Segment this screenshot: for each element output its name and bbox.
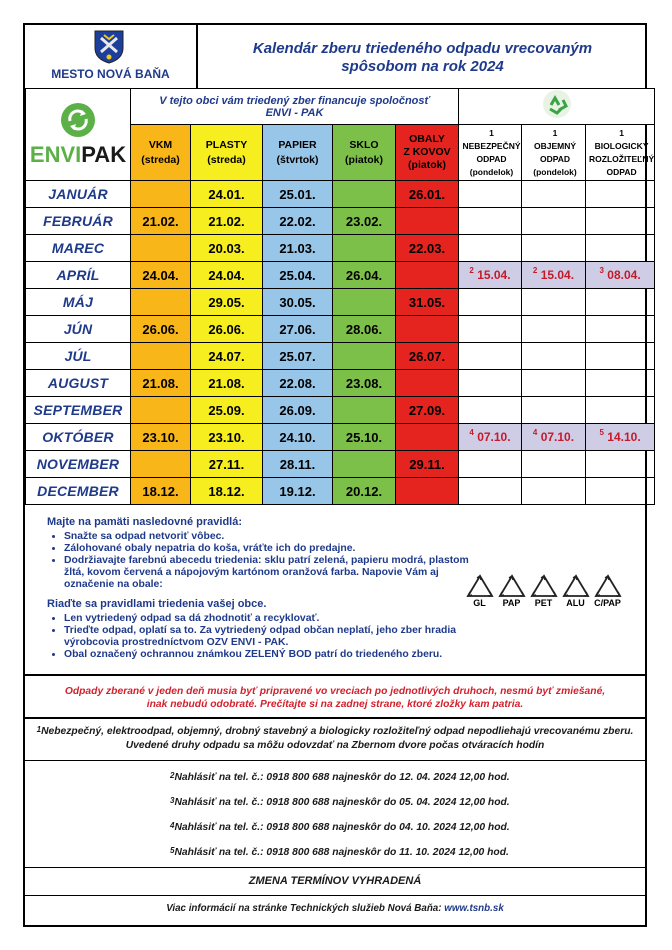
special-collection-cell: [522, 424, 586, 451]
month-row: [26, 208, 655, 235]
obaly-date: 29.11.: [396, 451, 459, 478]
special-collection-cell: [586, 370, 655, 397]
sponsor-line-2: ENVI - PAK: [265, 106, 324, 119]
recycling-code: [465, 574, 494, 608]
special-collection-cell: [522, 343, 586, 370]
vkm-date: 21.08.: [131, 370, 191, 397]
divider-3: [23, 760, 647, 761]
special-collection-cell: [522, 316, 586, 343]
special-collection-cell: [522, 478, 586, 505]
sklo-date: [333, 181, 396, 208]
month-name: JANUÁR: [26, 181, 131, 208]
page-title: [198, 40, 647, 76]
recycling-code-label: PAP: [502, 598, 521, 608]
special-collection-cell: [586, 235, 655, 262]
title-line-1: Kalendár zberu triedeného odpadu vrecovaným: [252, 40, 593, 57]
month-row: [26, 289, 655, 316]
month-name: OKTÓBER: [26, 424, 131, 451]
recycling-code: [593, 574, 622, 608]
divider-1: [23, 674, 647, 676]
website-link[interactable]: www.tsnb.sk: [444, 903, 504, 914]
sponsor-cell: [131, 89, 459, 125]
month-name: MAREC: [26, 235, 131, 262]
papier-date: 24.10.: [263, 424, 333, 451]
footnote-item: $^4$Nahlásiť na tel. č.: 0918 800 688 najneskôr do 04. 10. 2024 12,00 hod.: [170, 821, 510, 833]
plasty-date: 24.07.: [191, 343, 263, 370]
special-collection-cell: [586, 397, 655, 424]
divider-5: [23, 895, 647, 896]
recycle-triangle-icon: [530, 574, 558, 598]
recycle-triangle-icon: [562, 574, 590, 598]
special-collection-cell: [586, 424, 655, 451]
special-collection-cell: [459, 262, 522, 289]
papier-date: 30.05.: [263, 289, 333, 316]
plasty-date: 20.03.: [191, 235, 263, 262]
month-name: APRÍL: [26, 262, 131, 289]
col-header-nebezpecny: 1 NEBEZPEČNÝ ODPAD (pondelok): [459, 125, 522, 181]
papier-date: 25.07.: [263, 343, 333, 370]
special-date: 14.10.: [607, 430, 641, 444]
month-row: [26, 235, 655, 262]
recycling-code-label: C/PAP: [594, 598, 621, 608]
footnote-mark: 4: [469, 428, 474, 437]
obaly-date: [396, 262, 459, 289]
plasty-date: 29.05.: [191, 289, 263, 316]
special-collection-cell: [522, 181, 586, 208]
plasty-date: 24.01.: [191, 181, 263, 208]
footnote-list: [170, 765, 640, 865]
title-line-2: spôsobom na rok 2024: [341, 58, 504, 75]
recycle-triangle-icon: [594, 574, 622, 598]
envipak-recycle-icon: [60, 102, 96, 138]
special-collection-cell: [459, 478, 522, 505]
month-row: [26, 343, 655, 370]
plasty-date: 27.11.: [191, 451, 263, 478]
month-row: [26, 451, 655, 478]
papier-date: 25.04.: [263, 262, 333, 289]
papier-date: 28.11.: [263, 451, 333, 478]
sklo-date: 23.08.: [333, 370, 396, 397]
recycling-code: [529, 574, 558, 608]
info-prefix: Viac informácií na stránke Technických služieb Nová Baňa:: [166, 903, 445, 914]
special-collection-cell: [459, 289, 522, 316]
footnote-item: $^5$Nahlásiť na tel. č.: 0918 800 688 najneskôr do 11. 10. 2024 12,00 hod.: [170, 846, 509, 858]
footnote-1: $^1$Nebezpečný, elektroodpad, objemný, drobný stavebný a biologicky rozložiteľný odpad nepodliehajú vrecovanému zberu. Uvedené druhy odpadu sa môžu odovzdať na Zbernom dvore počas otváracích hodín: [36, 725, 634, 751]
vkm-date: [131, 235, 191, 262]
plasty-date: 25.09.: [191, 397, 263, 424]
vkm-date: [131, 181, 191, 208]
special-collection-cell: [586, 262, 655, 289]
plasty-date: 26.06.: [191, 316, 263, 343]
special-collection-cell: [586, 289, 655, 316]
vkm-date: 18.12.: [131, 478, 191, 505]
obaly-date: 31.05.: [396, 289, 459, 316]
recycle-logo-cell: [459, 89, 655, 125]
special-collection-cell: [586, 181, 655, 208]
sponsor-line-1: V tejto obci vám triedený zber financuje spoločnosť: [159, 94, 430, 107]
footnote-item: $^2$Nahlásiť na tel. č.: 0918 800 688 najneskôr do 12. 04. 2024 12,00 hod.: [170, 771, 510, 783]
sklo-date: 25.10.: [333, 424, 396, 451]
col-header-plasty: PLASTY (streda): [191, 125, 263, 181]
obaly-date: [396, 208, 459, 235]
month-row: [26, 397, 655, 424]
coat-of-arms-icon: [94, 30, 124, 64]
month-row: [26, 316, 655, 343]
plasty-date: 21.02.: [191, 208, 263, 235]
special-date: 07.10.: [540, 430, 575, 444]
plasty-date: 23.10.: [191, 424, 263, 451]
city-name: MESTO NOVÁ BAŇA: [51, 67, 170, 81]
rules-list-1: [47, 531, 479, 591]
special-collection-cell: [586, 478, 655, 505]
recycling-code-label: PET: [534, 598, 553, 608]
month-name: NOVEMBER: [26, 451, 131, 478]
special-collection-cell: [586, 208, 655, 235]
papier-date: 22.08.: [263, 370, 333, 397]
recycle-triangle-icon: [498, 574, 526, 598]
recycling-code: [561, 574, 590, 608]
sklo-date: 26.04.: [333, 262, 396, 289]
special-collection-cell: [459, 235, 522, 262]
papier-date: 25.01.: [263, 181, 333, 208]
rule-item: • Trieďte odpad, oplatí sa to. Za vytriedený odpad občan neplatí, jeho zber hradia výrobcovia prostredníctvom OZV ENVI - PAK.: [64, 625, 484, 649]
sklo-date: [333, 397, 396, 424]
footnote-mark: 4: [532, 428, 538, 437]
special-collection-cell: [522, 397, 586, 424]
calendar-table: [25, 88, 655, 505]
month-row: [26, 262, 655, 289]
info-line: [25, 903, 645, 914]
vkm-date: 26.06.: [131, 316, 191, 343]
vkm-date: [131, 343, 191, 370]
envipak-logo-text: ENVIPAK: [29, 142, 127, 167]
plasty-date: 21.08.: [191, 370, 263, 397]
obaly-date: 26.07.: [396, 343, 459, 370]
vkm-date: [131, 289, 191, 316]
rules-heading-1: Majte na pamäti nasledovné pravidlá:: [47, 516, 243, 528]
sklo-date: [333, 289, 396, 316]
warning-line-2: inak nebudú odobraté. Prečítajte si na zadnej strane, ktoré zložky kam patria.: [146, 699, 524, 710]
special-collection-cell: [459, 343, 522, 370]
month-name: JÚL: [26, 343, 131, 370]
special-collection-cell: [586, 343, 655, 370]
rule-item: • Obal označený ochrannou známkou ZELENÝ BOD patrí do triedeného zberu.: [64, 649, 484, 661]
recycling-code: [497, 574, 526, 608]
month-name: FEBRUÁR: [26, 208, 131, 235]
vkm-date: 24.04.: [131, 262, 191, 289]
sklo-date: [333, 451, 396, 478]
vkm-date: [131, 397, 191, 424]
divider-2: [23, 717, 647, 719]
month-name: SEPTEMBER: [26, 397, 131, 424]
rule-item: • Snažte sa odpad netvoriť vôbec.: [64, 531, 479, 543]
special-collection-cell: [459, 316, 522, 343]
special-collection-cell: [522, 235, 586, 262]
reserved-note: ZMENA TERMÍNOV VYHRADENÁ: [248, 875, 422, 887]
special-collection-cell: [459, 181, 522, 208]
plasty-date: 18.12.: [191, 478, 263, 505]
footnote-mark: 2: [532, 266, 538, 275]
vkm-date: 23.10.: [131, 424, 191, 451]
col-header-obaly: OBALY Z KOVOV (piatok): [396, 125, 459, 181]
special-collection-cell: [522, 289, 586, 316]
month-row: [26, 370, 655, 397]
warning-text: [25, 685, 645, 711]
col-header-papier: PAPIER (štvrtok): [263, 125, 333, 181]
vkm-date: [131, 451, 191, 478]
special-collection-cell: [522, 208, 586, 235]
special-collection-cell: [586, 451, 655, 478]
month-name: DECEMBER: [26, 478, 131, 505]
special-collection-cell: [459, 424, 522, 451]
special-collection-cell: [586, 316, 655, 343]
recycle-symbol-icon: [542, 89, 572, 119]
papier-date: 21.03.: [263, 235, 333, 262]
sklo-date: [333, 235, 396, 262]
special-date: 07.10.: [477, 430, 511, 444]
footnote-mark: 2: [469, 266, 474, 275]
papier-date: 27.06.: [263, 316, 333, 343]
rules-heading-2: Riaďte sa pravidlami triedenia vašej obce.: [47, 598, 267, 610]
obaly-date: 22.03.: [396, 235, 459, 262]
rule-item: • Dodržiavajte farebnú abecedu triedenia: sklu patrí zelená, papieru modrá, plastom žltá, kovom červená a nápojovým kartónom oranžová farba. Napovie Vám aj označenie na obale:: [64, 555, 479, 591]
vkm-date: 21.02.: [131, 208, 191, 235]
sklo-date: 28.06.: [333, 316, 396, 343]
sklo-date: [333, 343, 396, 370]
recycling-code-label: GL: [473, 598, 486, 608]
sklo-date: 23.02.: [333, 208, 396, 235]
plasty-date: 24.04.: [191, 262, 263, 289]
obaly-date: [396, 478, 459, 505]
warning-line-1: Odpady zberané v jeden deň musia byť pripravené vo vreciach po jednotlivých druhoch, nesmú byť zmiešané,: [64, 686, 606, 697]
recycling-code-label: ALU: [566, 598, 585, 608]
month-name: AUGUST: [26, 370, 131, 397]
papier-date: 19.12.: [263, 478, 333, 505]
rule-item: • Zálohované obaly nepatria do koša, vráťte ich do predajne.: [64, 543, 479, 555]
envipak-logo-cell: [26, 89, 131, 181]
sklo-date: 20.12.: [333, 478, 396, 505]
obaly-date: [396, 370, 459, 397]
special-date: 15.04.: [540, 268, 575, 282]
special-date: 08.04.: [607, 268, 641, 282]
special-collection-cell: [459, 370, 522, 397]
obaly-date: [396, 316, 459, 343]
papier-date: 22.02.: [263, 208, 333, 235]
col-header-vkm: VKM (streda): [131, 125, 191, 181]
special-collection-cell: [522, 451, 586, 478]
special-collection-cell: [522, 262, 586, 289]
special-collection-cell: [459, 208, 522, 235]
footnote-mark: 3: [599, 266, 604, 275]
col-header-sklo: SKLO (piatok): [333, 125, 396, 181]
footnote-mark: 5: [599, 428, 604, 437]
month-row: [26, 181, 655, 208]
month-name: JÚN: [26, 316, 131, 343]
special-date: 15.04.: [477, 268, 511, 282]
obaly-date: 26.01.: [396, 181, 459, 208]
divider-4: [23, 867, 647, 868]
obaly-date: 27.09.: [396, 397, 459, 424]
month-row: [26, 478, 655, 505]
col-header-objemny: 1 OBJEMNÝ ODPAD (pondelok): [522, 125, 586, 181]
month-row: [26, 424, 655, 451]
col-header-biologicky: 1 BIOLOGICKY ROZLOŽITEĽNÝ ODPAD: [586, 125, 655, 181]
special-collection-cell: [459, 451, 522, 478]
papier-date: 26.09.: [263, 397, 333, 424]
footnote-item: $^3$Nahlásiť na tel. č.: 0918 800 688 najneskôr do 05. 04. 2024 12,00 hod.: [170, 796, 510, 808]
rule-item: • Len vytriedený odpad sa dá zhodnotiť a recyklovať.: [64, 613, 484, 625]
rules-list-2: [47, 613, 484, 661]
special-collection-cell: [459, 397, 522, 424]
special-collection-cell: [522, 370, 586, 397]
recycling-codes: [465, 574, 635, 611]
month-name: MÁJ: [26, 289, 131, 316]
recycle-triangle-icon: [466, 574, 494, 598]
obaly-date: [396, 424, 459, 451]
